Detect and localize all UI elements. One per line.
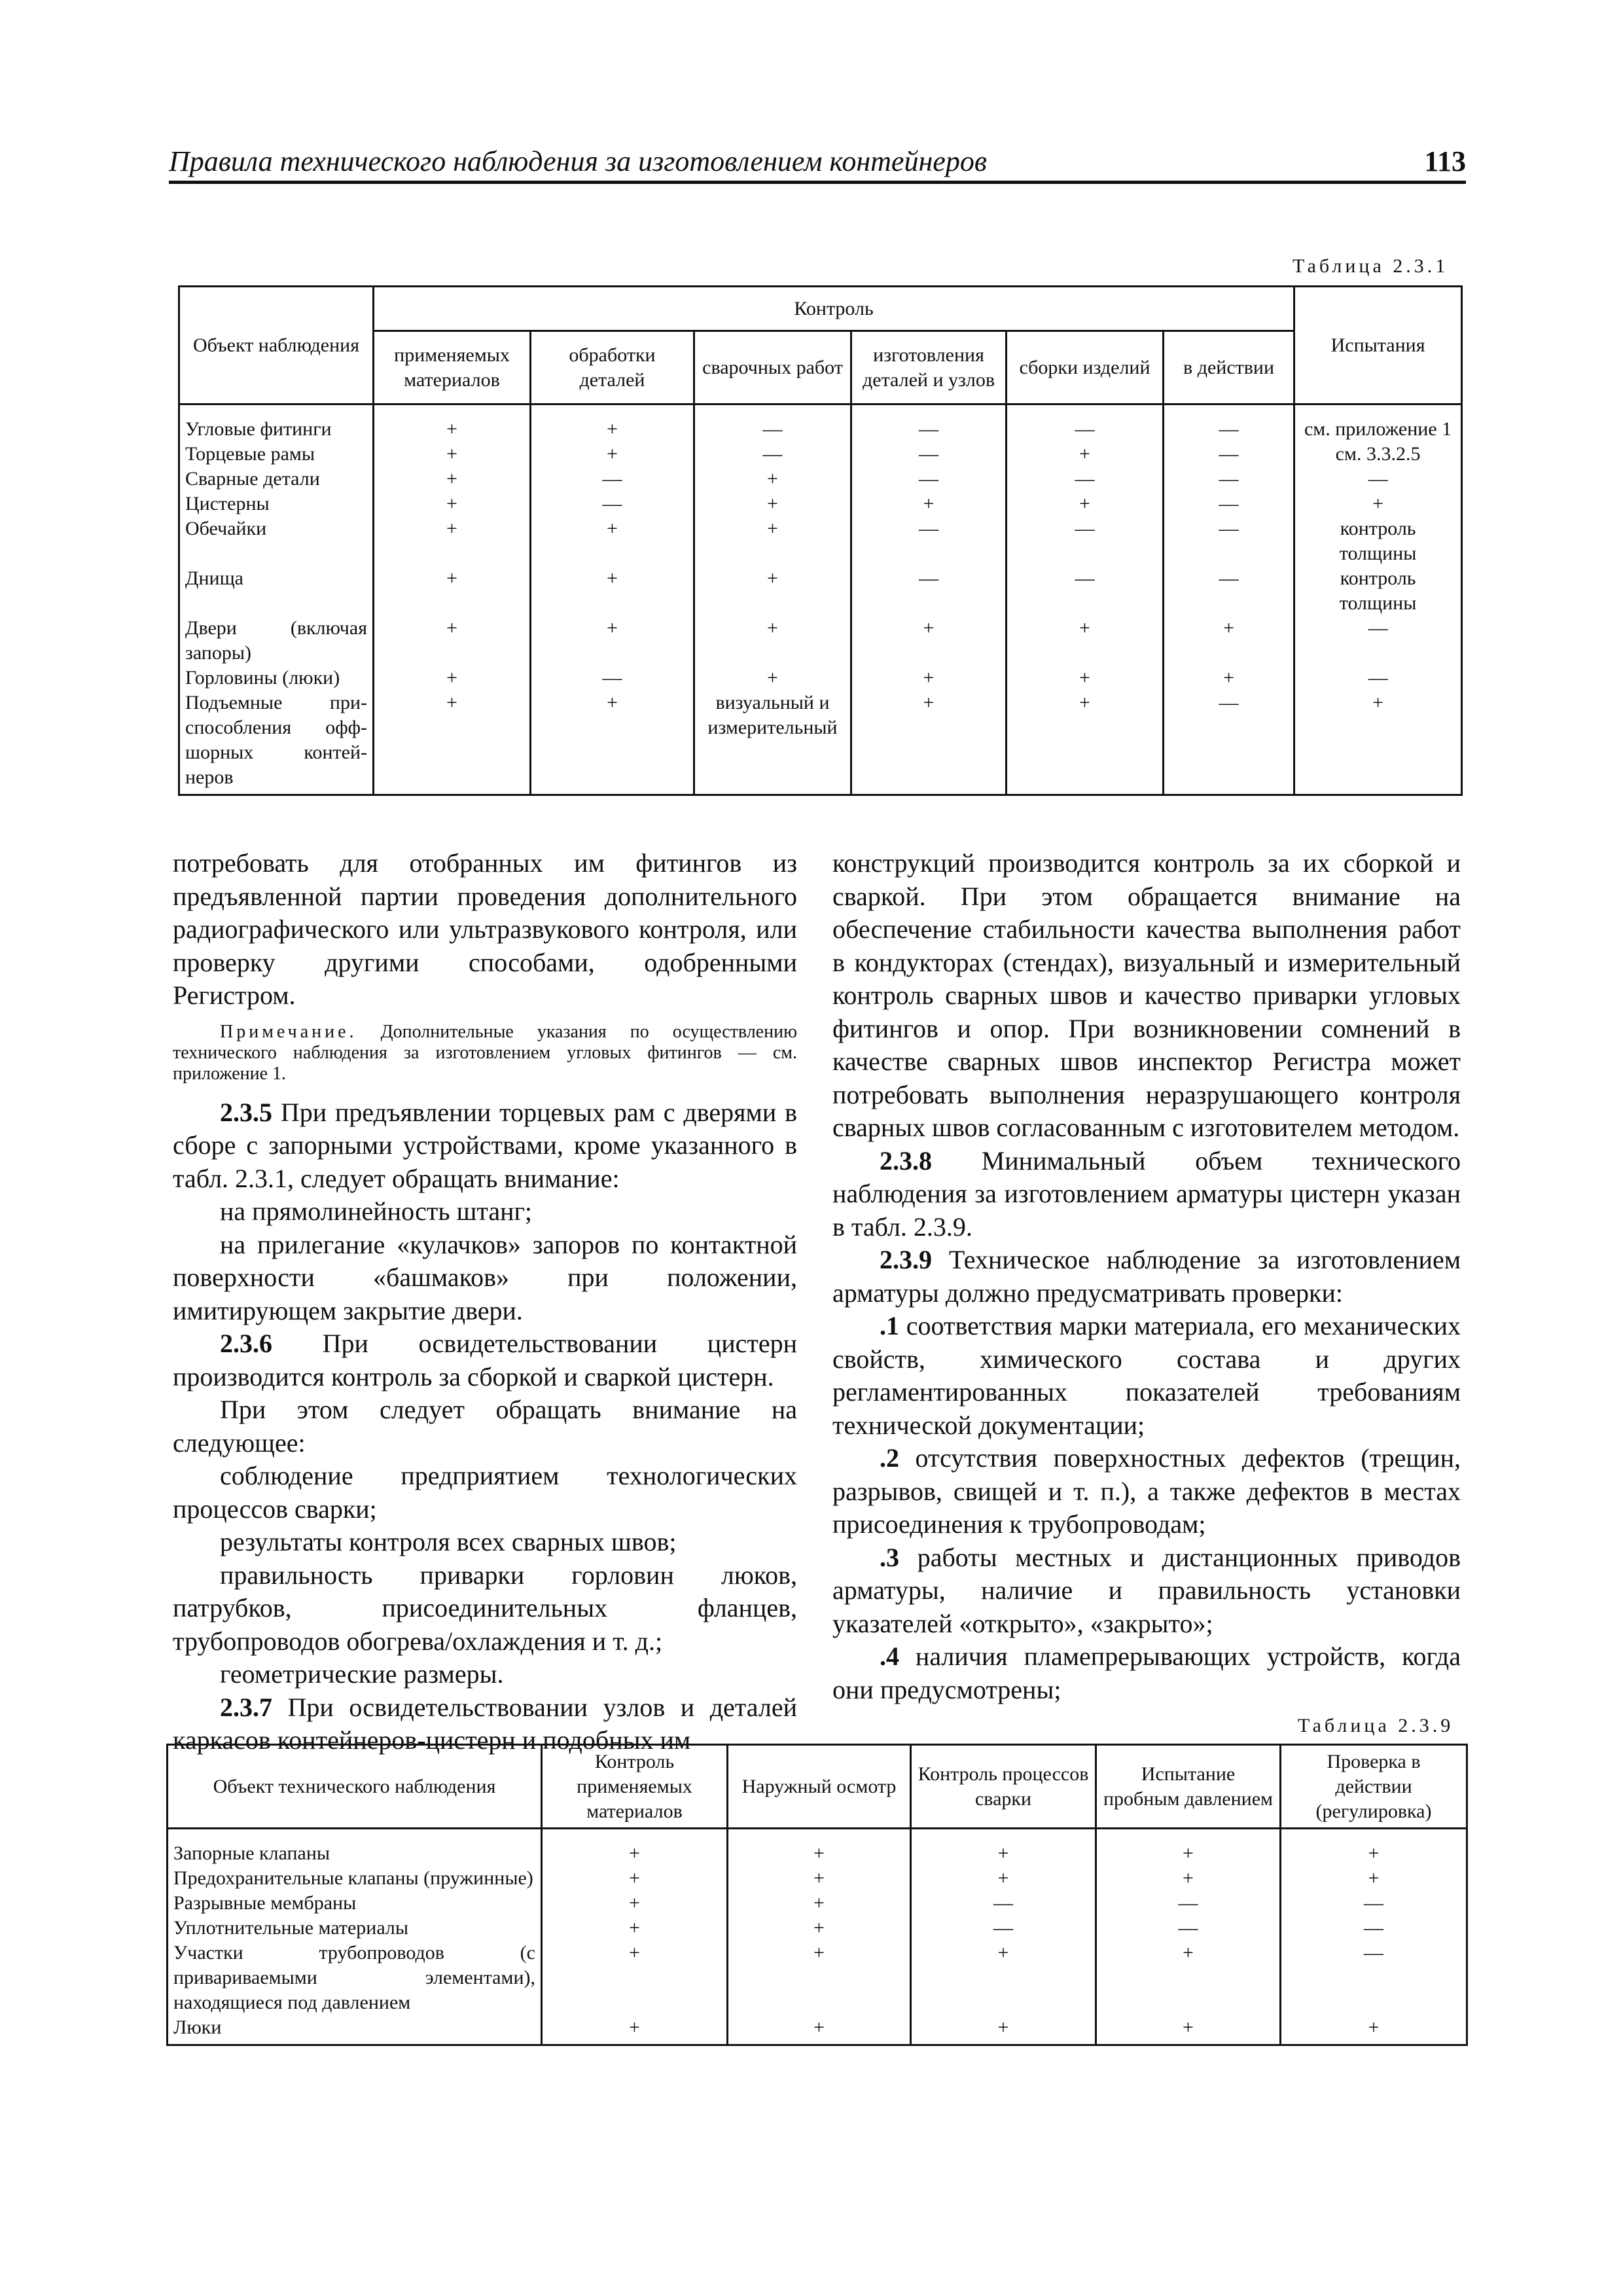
header-tests: Испытания (1294, 287, 1462, 404)
header-welding: сварочных работ (694, 331, 851, 404)
paragraph-continued: конструкций производится контроль за их сборкой и сваркой. При этом обращается внимание на обеспечение стабильности качества выполнения работ в кондукторах (стендах), визуальный и измерительный контроль сварных швов и качество приварки угловых фитингов и опор. При возникновении сомнений в качестве сварных швов инспектор Регистра может потребовать выполнения неразрушающего контроля сварных швов согласованным с изготовителем методом. (832, 848, 1461, 1142)
table-row: Торцевые рамы + + — — + — см. 3.3.2.5 (179, 442, 1462, 467)
table-row: Предохранительные клапаны (пружинные) + + + + + (168, 1866, 1467, 1891)
list-item: .1 соответствия марки материала, его механических свойств, химического состава и других регламентированных показателей требованиям технической документации; (832, 1311, 1461, 1440)
text-column-left (173, 847, 797, 1757)
header-object: Объект технического наблюдения (168, 1745, 542, 1829)
header-control-group: Контроль (374, 287, 1294, 331)
section-2-3-8: 2.3.8 Минимальный объем технического наблюдения за изготовлением арматуры цистерн указан в табл. 2.3.9. (832, 1145, 1461, 1242)
list-item: геометрические размеры. (220, 1659, 504, 1689)
table-row: Горловины (люки) + — + + + + — (179, 666, 1462, 691)
list-item: на прямолинейность штанг; (220, 1196, 533, 1226)
text-column-right (832, 847, 1461, 1706)
header-pressure-test: Испытание пробным давлением (1096, 1745, 1281, 1829)
header-manufacturing: изготовления деталей и узлов (851, 331, 1007, 404)
table-row: Днища + + + — — — контроль толщины (179, 566, 1462, 616)
header-assembly: сборки изделий (1007, 331, 1164, 404)
header-operation-check: Проверка в действии (регулировка) (1281, 1745, 1467, 1829)
note-label: Примечание. (220, 1021, 357, 1042)
table-row: Уплотнительные материалы + + — — — (168, 1916, 1467, 1941)
list-item: .4 наличия пламепрерывающих устройств, когда они предусмотрены; (832, 1641, 1461, 1704)
table-row: Цистерны + — + + + — + (179, 492, 1462, 516)
table-2-3-9 (166, 1744, 1468, 2046)
table-caption-2-3-1: Таблица 2.3.1 (1293, 255, 1449, 277)
section-2-3-7: 2.3.7 При освидетельствовании узлов и деталей каркасов контейнеров-цистерн и подобных им (173, 1692, 797, 1755)
table-2-3-1 (178, 285, 1463, 796)
section-2-3-6: 2.3.6 При освидетельствовании цистерн производится контроль за сборкой и сваркой цистерн. (173, 1329, 797, 1391)
table-row: Люки + + + + + (168, 2015, 1467, 2045)
header-materials: Контроль применяемых материалов (542, 1745, 728, 1829)
table-row: Разрывные мембраны + + — — — (168, 1891, 1467, 1916)
section-2-3-5: 2.3.5 При предъявлении торцевых рам с дверями в сборе с запорными устройствами, кроме указанного в табл. 2.3.1, следует обращать внимание: (173, 1097, 798, 1193)
header-inspection: Наружный осмотр (728, 1745, 911, 1829)
page-number: 113 (1424, 145, 1466, 177)
table-row: Подъемные при-способления офф-шорных контей-неров + + визуальный и измерительный + + — + (179, 691, 1462, 795)
running-title: Правила технического наблюдения за изготовлением контейнеров (169, 145, 987, 177)
paragraph: При этом следует обращать внимание на следующее: (173, 1395, 797, 1458)
table-row: Запорные клапаны + + + + + (168, 1841, 1467, 1866)
table-row: Сварные детали + — + — — — — (179, 467, 1462, 492)
header-welding: Контроль процессов сварки (911, 1745, 1096, 1829)
table-row: Угловые фитинги + + — — — — см. приложение 1 (179, 417, 1462, 442)
table-row: Двери (включая запоры) + + + + + + — (179, 616, 1462, 666)
list-item: .2 отсутствия поверхностных дефектов (трещин, разрывов, свищей и т. п.), а также дефектов в местах присоединения к трубопроводам; (832, 1443, 1461, 1539)
page-header (169, 144, 1466, 184)
header-materials: применяемых материалов (374, 331, 531, 404)
header-in-action: в действии (1164, 331, 1294, 404)
list-item: .3 работы местных и дистанционных приводов арматуры, наличие и правильность установки указателей «открыто», «закрыто»; (832, 1542, 1461, 1638)
header-processing: обработки деталей (531, 331, 694, 404)
note-text: Дополнительные указания по осуществлению технического наблюдения за изготовлением угловых фитингов — см. приложение 1. (173, 1021, 797, 1084)
list-item: на прилегание «кулачков» запоров по контактной поверхности «башмаков» при положении, имитирующем закрытие двери. (173, 1229, 797, 1325)
table-caption-2-3-9: Таблица 2.3.9 (1298, 1715, 1454, 1736)
paragraph-continued: потребовать для отобранных им фитингов из предъявленной партии проведения дополнительного радиографического или ультразвукового контроля, или проверку другими способами, одобренными Регистром. (173, 848, 797, 1010)
list-item: результаты контроля всех сварных швов; (220, 1527, 677, 1556)
note (173, 1022, 797, 1085)
table-row: Участки трубопроводов (с привариваемыми элементами), находящиеся под давлением + + + + — (168, 1941, 1467, 2015)
section-2-3-9: 2.3.9 Техническое наблюдение за изготовлением арматуры должно предусматривать проверки: (832, 1245, 1461, 1308)
list-item: правильность приварки горловин люков, патрубков, присоединительных фланцев, трубопроводов обогрева/охлаждения и т. д.; (173, 1560, 797, 1656)
header-object: Объект наблюдения (179, 287, 374, 404)
list-item: соблюдение предприятием технологических процессов сварки; (173, 1461, 797, 1524)
table-row: Обечайки + + + — — — контроль толщины (179, 516, 1462, 566)
